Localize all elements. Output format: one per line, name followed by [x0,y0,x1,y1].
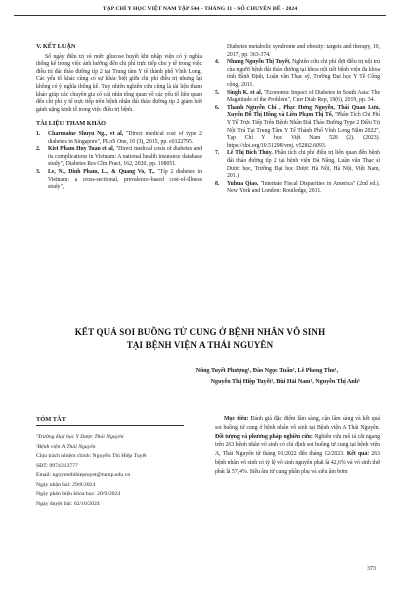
reference-number: 2. [36,146,41,153]
journal-header: TẠP CHÍ Y HỌC VIỆT NAM TẬP 544 - THÁNG 11 - SỐ CHUYÊN ĐỀ - 2024 [102,6,298,12]
reference-number: 8. [215,180,220,187]
reference-item [215,90,380,105]
reference-text: "Phân Tích Chi Phí Y Tế Trực Tiếp Trên Bệnh Nhân Đái Tháo Đường Type 2 Điều Trị Nội Trú Tại Trung Tâm Y Tế Thành Phố Vĩnh Long Năm 2022", Tạp Chí Y học Việt Nam 528 (2). (2023). https://doi.org/10.51298/vmj. v528i2.6093. [227,112,380,149]
references-list-left [36,131,202,192]
reference-author: Le, N., Dinh Pham, L., & Quang Vo, T., [48,168,155,175]
reference-text: "Direct medical costs of diabetes and its complications in Vietnam: A national health insurance database study", Diabetes Res Clin Pract, 162, 2020, pp. 108051. [48,146,203,168]
reference-author: Nhung Nguyễn Thị Tuyết, [227,59,291,66]
abstract-text [215,415,380,477]
reference-item [215,105,380,151]
article-authors [40,366,360,388]
reference-text: "Economic Impact of Diabetes in South Asia: The Magnitude of the Problem", Curr Diab Rep, 19(6), 2019, pp. 34. [227,89,381,104]
reference-author: Kiet Pham Huy Tuan et al, [48,146,115,153]
affiliation: ¹Trường Đại học Y Dược Thái Nguyên [36,434,124,440]
reference-item [215,150,380,180]
summary-divider [36,425,184,426]
conclusion-heading: V. KẾT LUẬN [36,43,76,50]
article-title-line: KẾT QUẢ SOI BUỒNG TỬ CUNG Ở BỆNH NHÂN VÔ SINH [74,327,326,337]
reference-number: 7. [215,150,220,157]
reference-author: Charmaine Shuyu Ng., et al, [48,130,124,137]
reference-number: 3. [36,168,41,175]
reference-number: 4. [215,59,220,66]
received-date: Ngày nhận bài: 29/8/2024 [36,481,96,488]
reference-text: Phân tích chi phí điều trị liên quan đến bệnh đái tháo đường típ 2 tại bệnh viện Đà Nẵng, Luận văn Thạc sĩ Dược học, Trường Đại học Dược Hà Nội, Hà Nội, Việt Nam, 201.) [227,150,380,180]
article-metadata [36,433,206,509]
reference-text: "Intertate Fiscal Disparities in America" (2nd ed.). New York and London: Routledge, 2011. [227,180,380,195]
conclusion-text: Số ngày điều trị và mức glucose huyết khi nhập viện có ý nghĩa thống kê trong việc ảnh hưởng đến chi phí trực tiếp cho y tế trong việc điều trị đái tháo đường típ 2 tại Trung tâm Y tế thành phố Vĩnh Long. Các yếu tố khác cũng có sự khác biệt giữa chi phí điều trị nhưng lại không có ý nghĩa thống kê. Tuy nhiên nghiên cứu cũng là tài liệu tham khảo giúp các chuyên gia có cái nhìn tổng quan về các yếu tố liên quan đến chi phí y tế trực tiếp trên bệnh nhân đái tháo đường típ 2 giảm bớt gánh nặng kinh tế trong việc điều trị bệnh. [36,53,202,113]
references-list-right [215,59,380,196]
reference-text: Nghiên cứu chi phí đợt điều trị nội trú của người bệnh đái tháo đường tại khoa nội tiết bệnh viện đa khoa tỉnh Bình Định, Luận văn Thạc sỹ, Trường Đại học Y Tế Công cộng, 2011. [227,59,380,88]
abstract-paragraph: Mục tiêu: Đánh giá đặc điểm lâm sàng, cận lâm sàng và kết quả soi buồng tử cung ở bệnh nhân vô sinh tại Bệnh viện A Thái Nguyên. Đối tượng và phương pháp nghiên cứu: Nghiên cứu mô tả cắt ngang trên 263 bệnh nhân vô sinh có chỉ định soi buồng tử cung tại bệnh viện A, Thái Nguyên từ tháng 01/2022 đến tháng 12/2023. Kết quả: 263 bệnh nhân vô sinh có tỷ lệ vô sinh nguyên phát là 42,6% và vô sinh thứ phát là 57,4%. Siêu âm tử cung phần phụ và siêu âm bơm [215,416,381,475]
reference-number: 6. [215,104,220,111]
authors-line: Nguyễn Thị Hiệp Tuyết¹, Bùi Hải Nam¹, Nguyễn Thị Anh¹ [210,379,360,385]
reference-number: 1. [36,130,41,137]
reference-author: Yuhua Qiao, [227,180,259,187]
reference-item [36,146,202,169]
reference-author: Singh K. et al, [227,89,263,96]
page-number: 373 [367,566,376,572]
reference-number: 5. [215,89,220,96]
summary-heading: TÓM TẮT [36,416,66,423]
references-heading: TÀI LIỆU THAM KHẢO [36,120,107,128]
reference-continuation: Diabetes metabolic syndrome and obesity: targets and therapy, 10, 2017, pp. 363-374. [227,44,380,58]
reference-text: "Direct medical cost of type 2 diabetes in Singapore", PLoS One, 10 (3), 2015, pp. e0122795. [48,130,202,145]
article-title-line: TẠI BỆNH VIỆN A THÁI NGUYÊN [126,340,274,350]
left-column [36,43,202,192]
affiliation: ²Bệnh viện A Thái Nguyên [36,443,96,450]
reference-item [36,131,202,146]
right-column [215,44,380,196]
reference-item [215,181,380,196]
header-rule [14,15,386,16]
reference-text: "Típ 2 diabetes in Vietnam: a cross-sectional, prevalence-based cost-of-illness study", [48,168,202,191]
reference-item [215,59,380,89]
email: Email: nguyenthihieptuyet@tump.edu.vn [36,472,131,478]
reference-author: Thanh Nguyễn Chí , Phạc Hưng Nguyễn, Thái Quan Lưu, Xuyến Đỗ Thị Hồng và Liên Phạm Thị Tố, [227,104,380,119]
authors-line: Nông Tuyết Phượng¹, Đào Ngọc Tuấn², Lê Phong Thu¹, [195,368,338,374]
accepted-date: Ngày duyệt bài: 02/10/2024 [36,500,100,507]
corresponding-author: Chịu trách nhiệm chính: Nguyễn Thị Hiệp Tuyết [36,453,147,459]
phone: SĐT: 0974313777 [36,462,78,469]
reference-author: Lê Thị Bích Thủy. [227,150,273,157]
article-title [30,326,370,352]
reference-item [36,169,202,192]
reviewed-date: Ngày phản biện khoa học: 20/9/2024 [36,491,121,497]
